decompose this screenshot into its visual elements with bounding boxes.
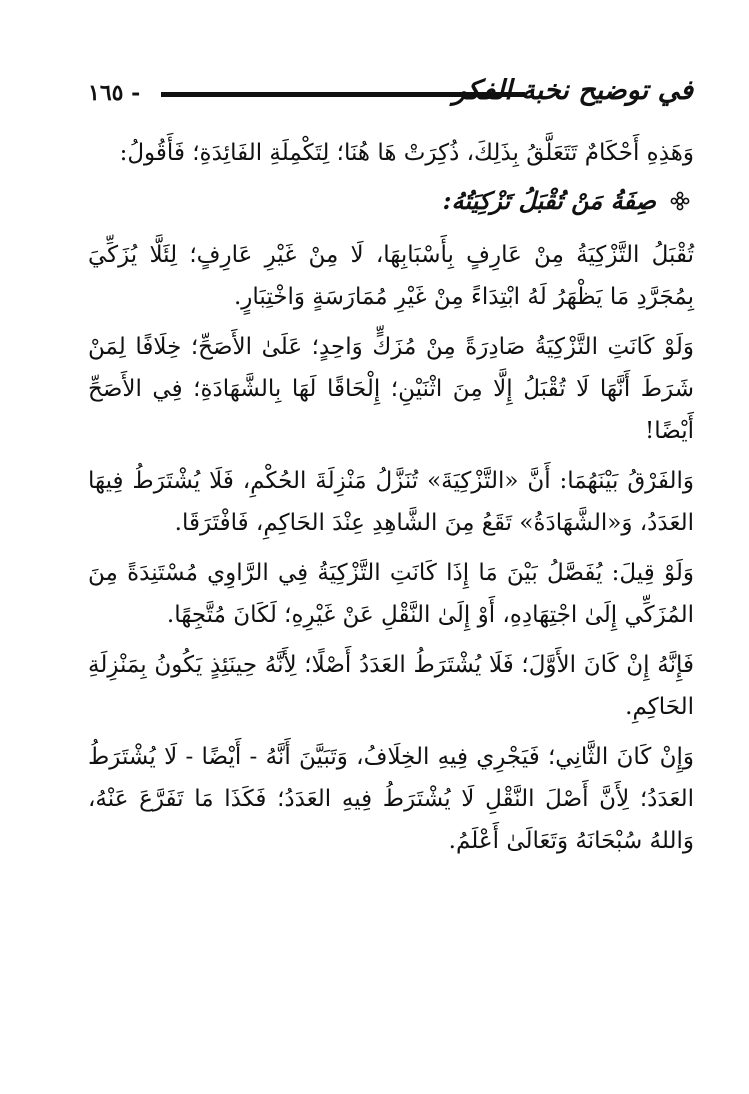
body-paragraph: وَلَوْ قِيلَ: يُفَصَّلُ بَيْنَ مَا إِذَا كَانَتِ التَّزْكِيَةُ فِي الرَّاوِي مُسْتَنِدَةً مِنَ المُزَكِّي إِلَىٰ اجْتِهَادِهِ، أَوْ إِلَىٰ النَّقْلِ عَنْ غَيْرِهِ؛ لَكَانَ مُتَّجِهًا. bbox=[88, 560, 694, 628]
section-heading bbox=[88, 180, 694, 222]
body-paragraph: وَلَوْ كَانَتِ التَّزْكِيَةُ صَادِرَةً مِنْ مُزَكٍّ وَاحِدٍ؛ عَلَىٰ الأَصَحِّ؛ خِلَافًا لِمَنْ شَرَطَ أَنَّهَا لَا تُقْبَلُ إِلَّا مِنَ اثْنَيْنِ؛ إِلْحَاقًا لَهَا بِالشَّهَادَةِ؛ فِي الأَصَحِّ أَيْضًا! bbox=[88, 334, 694, 444]
flower-ornament-icon bbox=[670, 191, 690, 211]
section-heading-text: صِفَةُ مَنْ تُقْبَلُ تَزْكِيَتُهُ: bbox=[442, 186, 656, 215]
book-title: في توضيح نخبة الفكر bbox=[452, 75, 693, 106]
body-paragraph: وَالفَرْقُ بَيْنَهُمَا: أَنَّ «التَّزْكِيَةَ» تُنَزَّلُ مَنْزِلَةَ الحُكْمِ، فَلَا يُشْتَرَطُ فِيهَا العَدَدُ، وَ«الشَّهَادَةُ» تَقَعُ مِنَ الشَّاهِدِ عِنْدَ الحَاكِمِ، فَافْتَرَقَا. bbox=[88, 468, 694, 536]
page-body bbox=[88, 132, 694, 870]
body-paragraph: فَإِنَّهُ إِنْ كَانَ الأَوَّلَ؛ فَلَا يُشْتَرَطُ العَدَدُ أَصْلًا؛ لِأَنَّهُ حِينَئِذٍ يَكُونُ بِمَنْزِلَةِ الحَاكِمِ. bbox=[88, 652, 694, 720]
page-number: ١٦٥ - bbox=[88, 80, 141, 106]
intro-paragraph: وَهَذِهِ أَحْكَامٌ تَتَعَلَّقُ بِذَلِكَ، ذُكِرَتْ هَا هُنَا؛ لِتَكْمِلَةِ الفَائِدَةِ؛ فَأَقُولُ: bbox=[119, 140, 694, 166]
page-header bbox=[88, 74, 693, 118]
body-paragraph: وَإِنْ كَانَ الثَّانِي؛ فَيَجْرِي فِيهِ الخِلَافُ، وَتَبَيَّنَ أَنَّهُ - أَيْضًا - لَا يُشْتَرَطُ العَدَدُ؛ لِأَنَّ أَصْلَ النَّقْلِ لَا يُشْتَرَطُ فِيهِ العَدَدُ؛ فَكَذَا مَا تَفَرَّعَ عَنْهُ، وَاللهُ سُبْحَانَهُ وَتَعَالَىٰ أَعْلَمُ. bbox=[88, 744, 694, 854]
body-paragraph: تُقْبَلُ التَّزْكِيَةُ مِنْ عَارِفٍ بِأَسْبَابِهَا، لَا مِنْ غَيْرِ عَارِفٍ؛ لِئَلَّا يُزَكِّيَ بِمُجَرَّدِ مَا يَظْهَرُ لَهُ ابْتِدَاءً مِنْ غَيْرِ مُمَارَسَةٍ وَاخْتِبَارٍ. bbox=[88, 242, 694, 310]
